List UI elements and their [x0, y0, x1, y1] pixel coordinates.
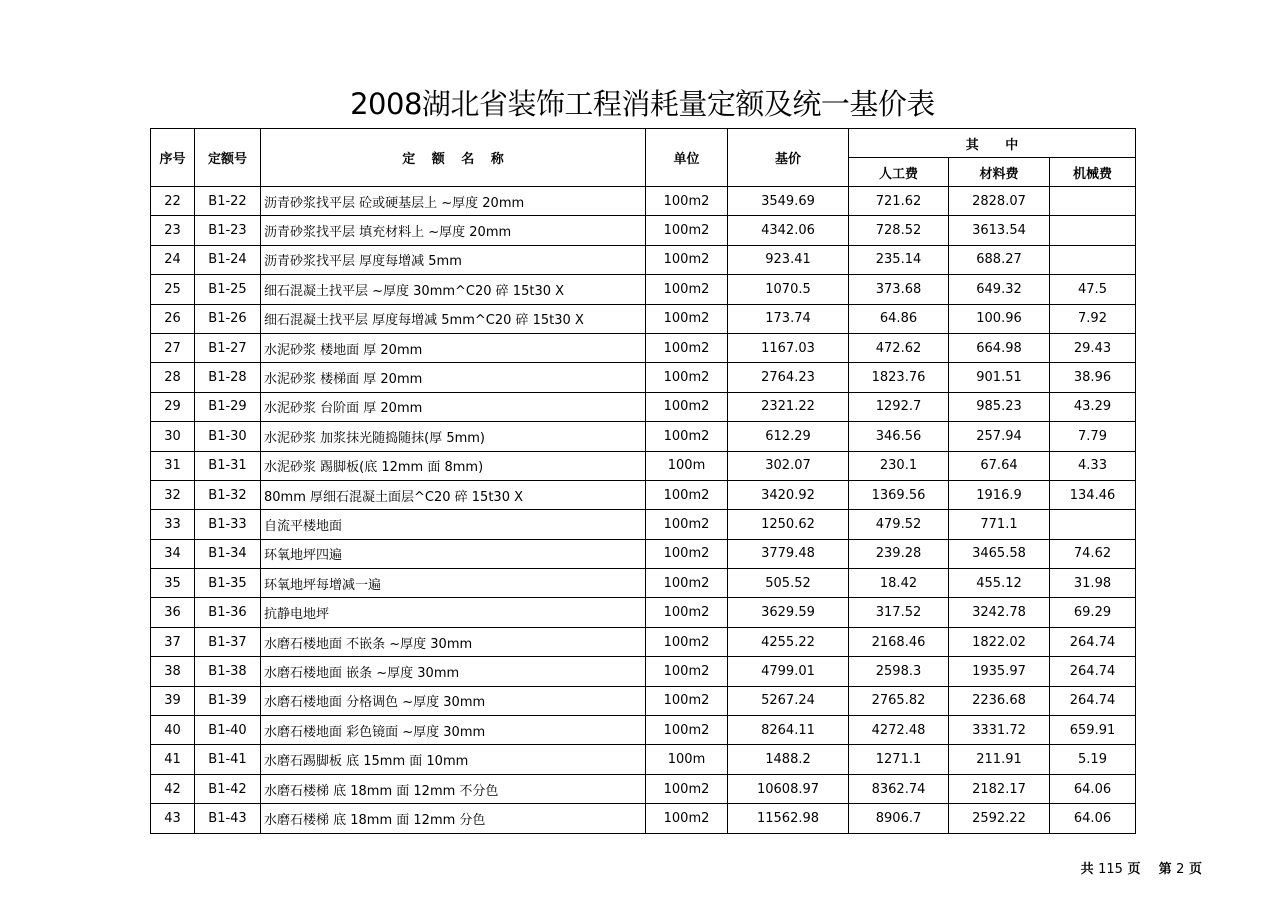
header-seq: 序号 — [151, 129, 195, 187]
cell-unit: 100m2 — [646, 716, 728, 745]
table-row — [151, 451, 1136, 480]
cell-machine: 31.98 — [1050, 569, 1136, 598]
cell-base-price: 612.29 — [728, 422, 849, 451]
cell-base-price: 505.52 — [728, 569, 849, 598]
cell-machine: 7.92 — [1050, 304, 1136, 333]
cell-code: B1-25 — [195, 275, 261, 304]
cell-base-price: 3629.59 — [728, 598, 849, 627]
cell-name: 水磨石楼地面 嵌条 ~厚度 30mm — [261, 657, 646, 686]
cell-unit: 100m2 — [646, 686, 728, 715]
cell-name: 沥青砂浆找平层 厚度每增减 5mm — [261, 245, 646, 274]
cell-name: 环氧地坪四遍 — [261, 539, 646, 568]
cell-name: 沥青砂浆找平层 砼或硬基层上 ~厚度 20mm — [261, 187, 646, 216]
cell-seq: 37 — [151, 627, 195, 656]
cell-base-price: 5267.24 — [728, 686, 849, 715]
cell-material: 1916.9 — [949, 480, 1050, 509]
cell-machine: 69.29 — [1050, 598, 1136, 627]
cell-machine: 264.74 — [1050, 686, 1136, 715]
header-name: 定 额 名 称 — [261, 129, 646, 187]
cell-labor: 728.52 — [849, 216, 949, 245]
cell-name: 80mm 厚细石混凝土面层^C20 碎 15t30 X — [261, 480, 646, 509]
header-machine: 机械费 — [1050, 158, 1136, 187]
cell-seq: 24 — [151, 245, 195, 274]
cell-labor: 1369.56 — [849, 480, 949, 509]
cell-base-price: 3420.92 — [728, 480, 849, 509]
cell-seq: 39 — [151, 686, 195, 715]
cell-code: B1-31 — [195, 451, 261, 480]
cell-base-price: 1070.5 — [728, 275, 849, 304]
cell-machine — [1050, 187, 1136, 216]
cell-base-price: 4799.01 — [728, 657, 849, 686]
table-header — [151, 129, 1136, 187]
cell-material: 100.96 — [949, 304, 1050, 333]
table-row — [151, 745, 1136, 774]
cell-name: 环氧地坪每增减一遍 — [261, 569, 646, 598]
cell-unit: 100m2 — [646, 774, 728, 803]
cell-labor: 1292.7 — [849, 392, 949, 421]
cell-base-price: 4342.06 — [728, 216, 849, 245]
table-row — [151, 304, 1136, 333]
cell-seq: 38 — [151, 657, 195, 686]
cell-code: B1-24 — [195, 245, 261, 274]
page-number: 2 — [1176, 862, 1185, 877]
total-suffix: 页 — [1127, 862, 1141, 877]
cell-unit: 100m2 — [646, 304, 728, 333]
cell-code: B1-40 — [195, 716, 261, 745]
cell-labor: 373.68 — [849, 275, 949, 304]
page-footer — [1081, 858, 1202, 877]
cell-code: B1-38 — [195, 657, 261, 686]
cell-name: 细石混凝土找平层 ~厚度 30mm^C20 碎 15t30 X — [261, 275, 646, 304]
cell-labor: 235.14 — [849, 245, 949, 274]
cell-labor: 346.56 — [849, 422, 949, 451]
cell-name: 水泥砂浆 踢脚板(底 12mm 面 8mm) — [261, 451, 646, 480]
cell-machine: 64.06 — [1050, 804, 1136, 833]
cell-code: B1-43 — [195, 804, 261, 833]
cell-material: 2236.68 — [949, 686, 1050, 715]
cell-labor: 18.42 — [849, 569, 949, 598]
cell-material: 2592.22 — [949, 804, 1050, 833]
cell-seq: 28 — [151, 363, 195, 392]
cell-unit: 100m2 — [646, 392, 728, 421]
cell-material: 2828.07 — [949, 187, 1050, 216]
cell-machine: 5.19 — [1050, 745, 1136, 774]
cell-code: B1-42 — [195, 774, 261, 803]
cell-unit: 100m2 — [646, 804, 728, 833]
cell-base-price: 923.41 — [728, 245, 849, 274]
cell-material: 3242.78 — [949, 598, 1050, 627]
cell-unit: 100m2 — [646, 569, 728, 598]
table-row — [151, 539, 1136, 568]
cell-name: 水磨石踢脚板 底 15mm 面 10mm — [261, 745, 646, 774]
table-row — [151, 804, 1136, 833]
table-row — [151, 510, 1136, 539]
cell-base-price: 8264.11 — [728, 716, 849, 745]
cell-seq: 40 — [151, 716, 195, 745]
cell-name: 水磨石楼地面 分格调色 ~厚度 30mm — [261, 686, 646, 715]
cell-machine: 134.46 — [1050, 480, 1136, 509]
header-unit: 单位 — [646, 129, 728, 187]
cell-unit: 100m2 — [646, 657, 728, 686]
cell-code: B1-29 — [195, 392, 261, 421]
cell-material: 1822.02 — [949, 627, 1050, 656]
cell-seq: 25 — [151, 275, 195, 304]
cell-unit: 100m2 — [646, 480, 728, 509]
cell-seq: 26 — [151, 304, 195, 333]
table-row — [151, 480, 1136, 509]
cell-labor: 2168.46 — [849, 627, 949, 656]
table-row — [151, 216, 1136, 245]
cell-seq: 32 — [151, 480, 195, 509]
table-row — [151, 392, 1136, 421]
cell-machine: 47.5 — [1050, 275, 1136, 304]
cell-name: 水磨石楼梯 底 18mm 面 12mm 不分色 — [261, 774, 646, 803]
total-prefix: 共 — [1080, 862, 1094, 877]
table-row — [151, 657, 1136, 686]
cell-unit: 100m2 — [646, 598, 728, 627]
cell-code: B1-36 — [195, 598, 261, 627]
cell-name: 水磨石楼地面 彩色镜面 ~厚度 30mm — [261, 716, 646, 745]
cell-name: 沥青砂浆找平层 填充材料上 ~厚度 20mm — [261, 216, 646, 245]
table-row — [151, 598, 1136, 627]
table-row — [151, 627, 1136, 656]
cell-machine: 74.62 — [1050, 539, 1136, 568]
cell-labor: 317.52 — [849, 598, 949, 627]
cell-base-price: 1250.62 — [728, 510, 849, 539]
cell-labor: 2598.3 — [849, 657, 949, 686]
cell-material: 1935.97 — [949, 657, 1050, 686]
cell-seq: 34 — [151, 539, 195, 568]
cell-code: B1-33 — [195, 510, 261, 539]
cell-seq: 41 — [151, 745, 195, 774]
cell-labor: 64.86 — [849, 304, 949, 333]
cell-base-price: 2764.23 — [728, 363, 849, 392]
cell-name: 水磨石楼地面 不嵌条 ~厚度 30mm — [261, 627, 646, 656]
table-row — [151, 187, 1136, 216]
cell-labor: 4272.48 — [849, 716, 949, 745]
table-row — [151, 363, 1136, 392]
cell-machine: 7.79 — [1050, 422, 1136, 451]
cell-seq: 29 — [151, 392, 195, 421]
price-table — [150, 128, 1136, 834]
cell-material: 3331.72 — [949, 716, 1050, 745]
cell-code: B1-34 — [195, 539, 261, 568]
cell-labor: 239.28 — [849, 539, 949, 568]
cell-seq: 42 — [151, 774, 195, 803]
cell-material: 3465.58 — [949, 539, 1050, 568]
cell-code: B1-39 — [195, 686, 261, 715]
cell-base-price: 3779.48 — [728, 539, 849, 568]
cell-name: 水磨石楼梯 底 18mm 面 12mm 分色 — [261, 804, 646, 833]
cell-base-price: 1167.03 — [728, 333, 849, 362]
cell-material: 985.23 — [949, 392, 1050, 421]
cell-unit: 100m2 — [646, 333, 728, 362]
cell-unit: 100m2 — [646, 539, 728, 568]
cell-machine — [1050, 510, 1136, 539]
page-title: 2008湖北省装饰工程消耗量定额及统一基价表 — [350, 87, 935, 121]
cell-code: B1-26 — [195, 304, 261, 333]
cell-base-price: 11562.98 — [728, 804, 849, 833]
header-code: 定额号 — [195, 129, 261, 187]
cell-unit: 100m2 — [646, 245, 728, 274]
page-prefix: 第 — [1158, 862, 1172, 877]
cell-labor: 1271.1 — [849, 745, 949, 774]
header-group: 其 中 — [849, 129, 1136, 158]
cell-unit: 100m — [646, 745, 728, 774]
cell-labor: 2765.82 — [849, 686, 949, 715]
cell-unit: 100m2 — [646, 275, 728, 304]
cell-material: 455.12 — [949, 569, 1050, 598]
cell-labor: 721.62 — [849, 187, 949, 216]
cell-base-price: 1488.2 — [728, 745, 849, 774]
cell-machine: 659.91 — [1050, 716, 1136, 745]
cell-code: B1-23 — [195, 216, 261, 245]
table-row — [151, 275, 1136, 304]
cell-seq: 27 — [151, 333, 195, 362]
cell-base-price: 10608.97 — [728, 774, 849, 803]
cell-code: B1-22 — [195, 187, 261, 216]
cell-name: 水泥砂浆 楼梯面 厚 20mm — [261, 363, 646, 392]
cell-material: 211.91 — [949, 745, 1050, 774]
cell-material: 901.51 — [949, 363, 1050, 392]
page-suffix: 页 — [1188, 862, 1202, 877]
cell-seq: 22 — [151, 187, 195, 216]
cell-labor: 479.52 — [849, 510, 949, 539]
header-labor: 人工费 — [849, 158, 949, 187]
cell-unit: 100m2 — [646, 187, 728, 216]
cell-unit: 100m2 — [646, 627, 728, 656]
cell-machine: 264.74 — [1050, 657, 1136, 686]
cell-base-price: 173.74 — [728, 304, 849, 333]
cell-material: 67.64 — [949, 451, 1050, 480]
table-row — [151, 569, 1136, 598]
header-base-price: 基价 — [728, 129, 849, 187]
cell-name: 水泥砂浆 楼地面 厚 20mm — [261, 333, 646, 362]
cell-unit: 100m — [646, 451, 728, 480]
cell-unit: 100m2 — [646, 363, 728, 392]
cell-seq: 36 — [151, 598, 195, 627]
table-body — [151, 187, 1136, 834]
cell-machine: 264.74 — [1050, 627, 1136, 656]
cell-base-price: 4255.22 — [728, 627, 849, 656]
cell-seq: 31 — [151, 451, 195, 480]
cell-material: 257.94 — [949, 422, 1050, 451]
cell-code: B1-41 — [195, 745, 261, 774]
cell-material: 3613.54 — [949, 216, 1050, 245]
cell-labor: 8906.7 — [849, 804, 949, 833]
cell-unit: 100m2 — [646, 510, 728, 539]
cell-unit: 100m2 — [646, 422, 728, 451]
cell-base-price: 302.07 — [728, 451, 849, 480]
table-row — [151, 422, 1136, 451]
cell-labor: 472.62 — [849, 333, 949, 362]
cell-machine: 64.06 — [1050, 774, 1136, 803]
table-row — [151, 774, 1136, 803]
table-row — [151, 686, 1136, 715]
cell-code: B1-27 — [195, 333, 261, 362]
header-material: 材料费 — [949, 158, 1050, 187]
cell-name: 水泥砂浆 台阶面 厚 20mm — [261, 392, 646, 421]
cell-material: 688.27 — [949, 245, 1050, 274]
cell-code: B1-30 — [195, 422, 261, 451]
cell-machine: 43.29 — [1050, 392, 1136, 421]
cell-code: B1-32 — [195, 480, 261, 509]
cell-base-price: 3549.69 — [728, 187, 849, 216]
cell-labor: 1823.76 — [849, 363, 949, 392]
cell-seq: 43 — [151, 804, 195, 833]
cell-base-price: 2321.22 — [728, 392, 849, 421]
cell-material: 771.1 — [949, 510, 1050, 539]
cell-material: 664.98 — [949, 333, 1050, 362]
table-row — [151, 716, 1136, 745]
cell-code: B1-37 — [195, 627, 261, 656]
cell-machine — [1050, 216, 1136, 245]
cell-material: 2182.17 — [949, 774, 1050, 803]
cell-code: B1-35 — [195, 569, 261, 598]
cell-labor: 8362.74 — [849, 774, 949, 803]
cell-seq: 33 — [151, 510, 195, 539]
cell-seq: 30 — [151, 422, 195, 451]
cell-name: 水泥砂浆 加浆抹光随捣随抹(厚 5mm) — [261, 422, 646, 451]
cell-machine: 4.33 — [1050, 451, 1136, 480]
total-pages: 115 — [1098, 862, 1123, 877]
table-row — [151, 245, 1136, 274]
table-row — [151, 333, 1136, 362]
cell-seq: 23 — [151, 216, 195, 245]
cell-material: 649.32 — [949, 275, 1050, 304]
cell-seq: 35 — [151, 569, 195, 598]
cell-unit: 100m2 — [646, 216, 728, 245]
cell-machine — [1050, 245, 1136, 274]
cell-machine: 38.96 — [1050, 363, 1136, 392]
cell-machine: 29.43 — [1050, 333, 1136, 362]
cell-labor: 230.1 — [849, 451, 949, 480]
cell-name: 细石混凝土找平层 厚度每增减 5mm^C20 碎 15t30 X — [261, 304, 646, 333]
cell-name: 自流平楼地面 — [261, 510, 646, 539]
cell-code: B1-28 — [195, 363, 261, 392]
cell-name: 抗静电地坪 — [261, 598, 646, 627]
